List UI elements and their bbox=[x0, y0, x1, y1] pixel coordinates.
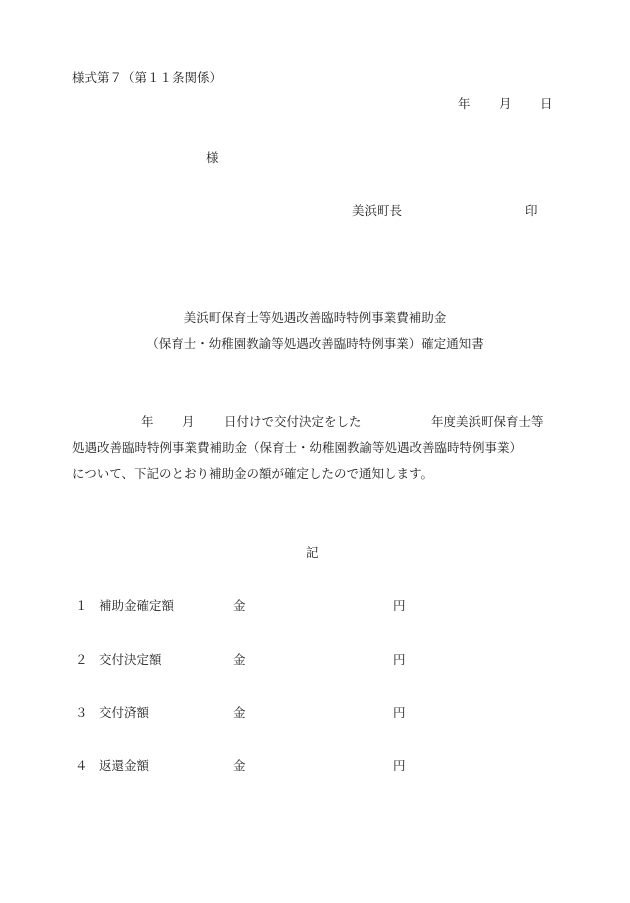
date-year: 年 bbox=[458, 96, 471, 111]
amount-label: 返還金額 bbox=[99, 758, 150, 773]
amount-yen: 円 bbox=[393, 652, 406, 667]
amount-yen: 円 bbox=[393, 705, 406, 720]
addressee-suffix: 様 bbox=[206, 150, 219, 165]
amount-kin: 金 bbox=[233, 705, 246, 720]
ki-heading: 記 bbox=[306, 545, 319, 560]
body-year: 年 bbox=[141, 414, 154, 429]
amount-kin: 金 bbox=[233, 652, 246, 667]
date-month: 月 bbox=[499, 96, 512, 111]
date-day: 日 bbox=[540, 96, 553, 111]
amount-number: ３ bbox=[75, 705, 88, 720]
title-line-2: （保育士・幼稚園教諭等処遇改善臨時特例事業）確定通知書 bbox=[146, 336, 484, 351]
body-line-2: 処遇改善臨時特例事業費補助金（保育士・幼稚園教諭等処遇改善臨時特例事業） bbox=[72, 440, 523, 455]
amount-number: １ bbox=[75, 598, 88, 613]
amount-kin: 金 bbox=[233, 758, 246, 773]
body-line1-mid: 日付けで交付決定をした bbox=[224, 414, 362, 429]
amount-yen: 円 bbox=[393, 598, 406, 613]
issuer-seal: 印 bbox=[525, 203, 538, 218]
amount-number: ２ bbox=[75, 652, 88, 667]
amount-kin: 金 bbox=[233, 598, 246, 613]
amount-label: 交付済額 bbox=[99, 705, 150, 720]
amount-yen: 円 bbox=[393, 758, 406, 773]
body-line1-end: 年度美浜町保育士等 bbox=[431, 414, 544, 429]
body-line-3: について、下記のとおり補助金の額が確定したので通知します。 bbox=[72, 466, 434, 481]
body-month: 月 bbox=[182, 414, 195, 429]
amount-number: ４ bbox=[75, 758, 88, 773]
title-line-1: 美浜町保育士等処遇改善臨時特例事業費補助金 bbox=[183, 310, 447, 325]
amount-label: 交付決定額 bbox=[99, 652, 162, 667]
issuer-name: 美浜町長 bbox=[352, 203, 403, 218]
form-label: 様式第７（第１１条関係） bbox=[72, 70, 223, 85]
amount-label: 補助金確定額 bbox=[99, 598, 175, 613]
